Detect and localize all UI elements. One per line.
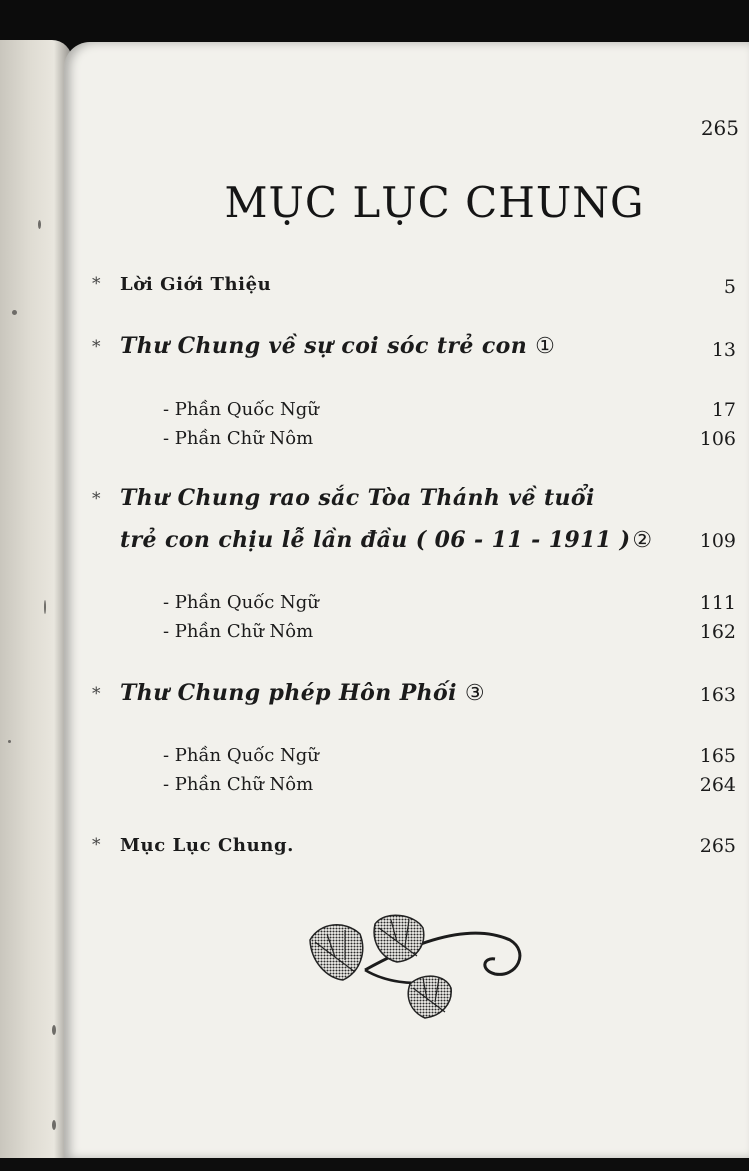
footnote-mark: ① [535, 334, 556, 359]
subentry-page: 17 [711, 399, 736, 421]
entry-label-text: trẻ con chịu lễ lần đầu ( 06 - 11 - 1911 ) [120, 527, 631, 553]
bullet-star: * [92, 835, 101, 855]
entry-label: Mục Lục Chung. [120, 835, 295, 856]
entry-label-text: Thư Chung về sự coi sóc trẻ con [120, 333, 528, 359]
entry-page: 13 [711, 339, 736, 361]
entry-page: 265 [699, 835, 736, 857]
entry-label: Lời Giới Thiệu [120, 274, 272, 295]
entry-label-line2 [120, 527, 653, 553]
bullet-star: * [92, 489, 101, 509]
subentry-page: 162 [699, 621, 736, 643]
entry-page: 5 [723, 276, 736, 298]
footnote-mark: ② [632, 528, 653, 553]
subentry-label: - Phần Chữ Nôm [163, 774, 314, 795]
page-title: MỤC LỤC CHUNG [224, 178, 645, 227]
subentry-label: - Phần Quốc Ngữ [163, 399, 319, 420]
subentry-page: 111 [699, 592, 736, 614]
subentry-page: 106 [699, 428, 736, 450]
entry-page: 163 [699, 684, 736, 706]
subentry-label: - Phần Quốc Ngữ [163, 592, 319, 613]
subentry-page: 165 [699, 745, 736, 767]
entry-label-text: Thư Chung phép Hôn Phối [120, 680, 457, 706]
bullet-star: * [92, 684, 101, 704]
subentry-label: - Phần Chữ Nôm [163, 621, 314, 642]
leaf-vine-ornament [305, 912, 530, 1022]
bullet-star: * [92, 274, 101, 294]
entry-label [120, 333, 555, 359]
entry-label [120, 680, 485, 706]
footnote-mark: ③ [464, 681, 485, 706]
photo-bottom-edge [0, 1158, 749, 1171]
subentry-page: 264 [699, 774, 736, 796]
subentry-label: - Phần Quốc Ngữ [163, 745, 319, 766]
entry-page: 109 [699, 530, 736, 552]
bullet-star: * [92, 337, 101, 357]
page-number: 265 [700, 116, 739, 140]
entry-label-line1: Thư Chung rao sắc Tòa Thánh về tuổi [120, 485, 595, 511]
subentry-label: - Phần Chữ Nôm [163, 428, 314, 449]
